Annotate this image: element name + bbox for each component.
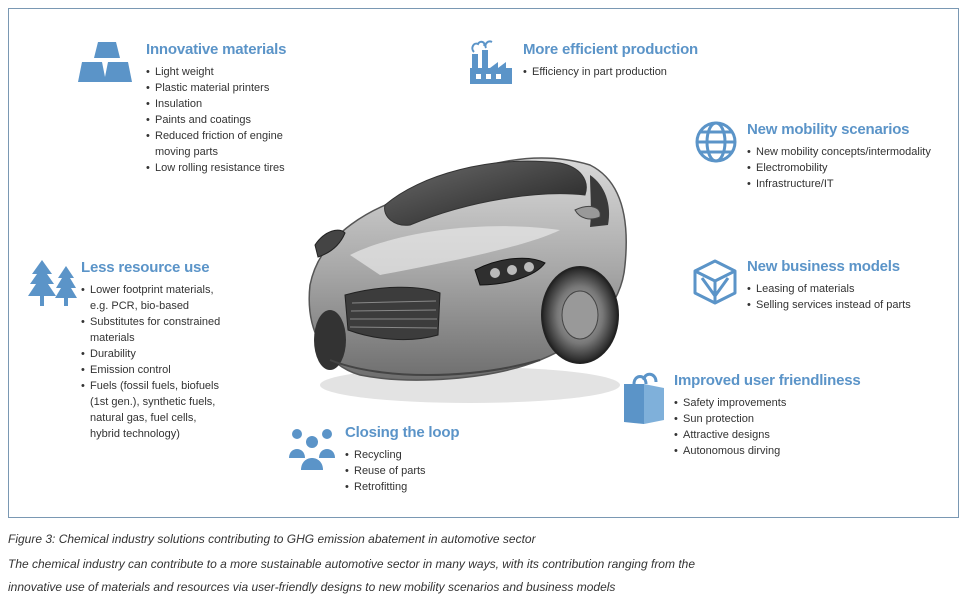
- group-title: New mobility scenarios: [747, 121, 910, 138]
- bullet-list: [81, 282, 220, 442]
- bullet-list: [747, 281, 911, 313]
- group-title: More efficient production: [523, 41, 699, 58]
- list-item: • Selling services instead of parts: [747, 297, 911, 313]
- list-item: • Lower footprint materials,: [81, 282, 220, 298]
- list-item: • Recycling: [345, 447, 459, 463]
- group-title: Innovative materials: [146, 41, 287, 58]
- list-item: • Low rolling resistance tires: [146, 160, 286, 176]
- list-item: moving parts: [155, 146, 218, 158]
- list-item: • Substitutes for constrained: [81, 314, 220, 330]
- list-item: e.g. PCR, bio-based: [90, 300, 190, 312]
- list-item: • Fuels (fossil fuels, biofuels: [81, 378, 220, 394]
- list-item: hybrid technology): [90, 428, 180, 440]
- group-title: Improved user friendliness: [674, 372, 861, 389]
- group-more-efficient-production: [523, 41, 698, 80]
- group-less-resource-use: [81, 259, 220, 442]
- group-closing-the-loop: [345, 424, 459, 495]
- gold-bars-icon: [78, 38, 136, 86]
- group-new-mobility-scenarios: [747, 121, 931, 192]
- group-innovative-materials: [146, 41, 286, 176]
- group-title: Closing the loop: [345, 424, 460, 441]
- list-item: • Reduced friction of engine: [146, 128, 286, 144]
- list-item: • Sun protection: [674, 411, 861, 427]
- bullet-list: [146, 64, 286, 176]
- list-item: • Paints and coatings: [146, 112, 286, 128]
- list-item: • Plastic material printers: [146, 80, 286, 96]
- bullet-list: [674, 395, 861, 459]
- group-improved-user-friendliness: [674, 372, 861, 459]
- people-group-icon: [288, 422, 336, 472]
- figure-caption-line: The chemical industry can contribute to a more sustainable automotive sector in many ways, with its contribution ranging from the: [8, 557, 695, 571]
- car-illustration: [290, 135, 640, 415]
- globe-icon: [694, 118, 738, 166]
- list-item: natural gas, fuel cells,: [90, 412, 197, 424]
- factory-icon: [468, 38, 514, 86]
- list-item: • Retrofitting: [345, 479, 459, 495]
- group-new-business-models: [747, 258, 911, 313]
- list-item: • New mobility concepts/intermodality: [747, 144, 931, 160]
- bullet-list: [523, 64, 698, 80]
- bullet-list: [747, 144, 931, 192]
- list-item: • Efficiency in part production: [523, 64, 698, 80]
- figure-caption-title: Figure 3: Chemical industry solutions contributing to GHG emission abatement in automotive sector: [8, 532, 536, 546]
- trees-icon: [28, 258, 78, 308]
- list-item: • Attractive designs: [674, 427, 861, 443]
- group-title: New business models: [747, 258, 900, 275]
- list-item: materials: [90, 332, 135, 344]
- list-item: • Electromobility: [747, 160, 931, 176]
- list-item: • Insulation: [146, 96, 286, 112]
- list-item: • Safety improvements: [674, 395, 861, 411]
- list-item: • Autonomous dirving: [674, 443, 861, 459]
- list-item: (1st gen.), synthetic fuels,: [90, 396, 216, 408]
- list-item: • Reuse of parts: [345, 463, 459, 479]
- cube-icon: [692, 258, 738, 306]
- list-item: • Durability: [81, 346, 220, 362]
- figure-caption-line: innovative use of materials and resources via user-friendly designs to new mobility scenarios and business models: [8, 580, 616, 594]
- list-item: • Light weight: [146, 64, 286, 80]
- list-item: • Leasing of materials: [747, 281, 911, 297]
- group-title: Less resource use: [81, 259, 210, 276]
- list-item: • Emission control: [81, 362, 220, 378]
- shopping-bag-icon: [622, 370, 666, 426]
- list-item: • Infrastructure/IT: [747, 176, 931, 192]
- bullet-list: [345, 447, 459, 495]
